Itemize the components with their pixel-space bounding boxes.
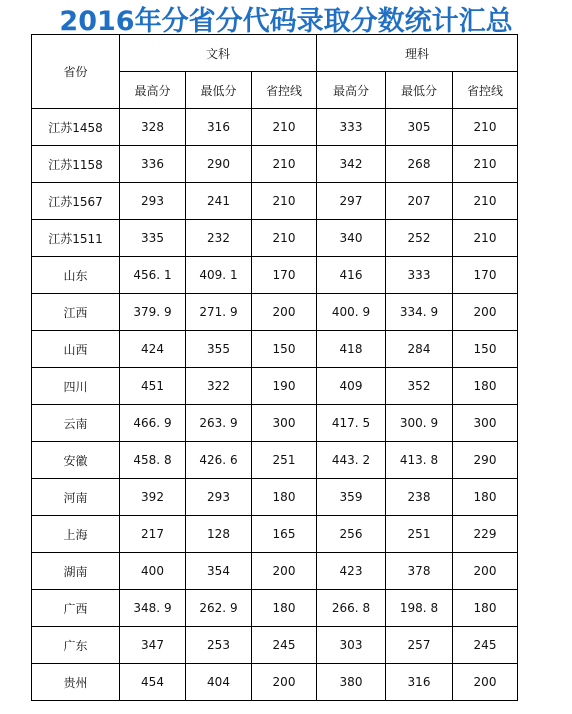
table-row xyxy=(32,590,518,627)
cell-lk-line: 210 xyxy=(453,220,518,257)
cell-province: 湖南 xyxy=(32,553,120,590)
cell-wk-max: 392 xyxy=(120,479,186,516)
table-row xyxy=(32,627,518,664)
header-lk-min: 最低分 xyxy=(386,72,453,109)
cell-province: 河南 xyxy=(32,479,120,516)
cell-lk-min: 198. 8 xyxy=(386,590,453,627)
cell-lk-line: 210 xyxy=(453,146,518,183)
cell-wk-min: 290 xyxy=(186,146,252,183)
cell-wk-line: 245 xyxy=(252,627,317,664)
cell-wk-min: 293 xyxy=(186,479,252,516)
table-row xyxy=(32,442,518,479)
cell-wk-min: 128 xyxy=(186,516,252,553)
cell-lk-min: 305 xyxy=(386,109,453,146)
cell-wk-max: 466. 9 xyxy=(120,405,186,442)
cell-wk-max: 451 xyxy=(120,368,186,405)
cell-lk-max: 297 xyxy=(317,183,386,220)
table-row xyxy=(32,294,518,331)
cell-wk-min: 232 xyxy=(186,220,252,257)
cell-wk-min: 253 xyxy=(186,627,252,664)
cell-province: 江苏1511 xyxy=(32,220,120,257)
cell-province: 四川 xyxy=(32,368,120,405)
cell-lk-line: 180 xyxy=(453,479,518,516)
cell-lk-min: 378 xyxy=(386,553,453,590)
cell-province: 广东 xyxy=(32,627,120,664)
cell-wk-line: 180 xyxy=(252,590,317,627)
cell-lk-max: 342 xyxy=(317,146,386,183)
cell-lk-min: 284 xyxy=(386,331,453,368)
cell-lk-line: 180 xyxy=(453,590,518,627)
cell-lk-line: 200 xyxy=(453,553,518,590)
cell-lk-max: 340 xyxy=(317,220,386,257)
score-table xyxy=(31,34,518,701)
cell-wk-max: 458. 8 xyxy=(120,442,186,479)
cell-wk-line: 210 xyxy=(252,146,317,183)
cell-wk-line: 150 xyxy=(252,331,317,368)
cell-lk-max: 333 xyxy=(317,109,386,146)
cell-lk-max: 409 xyxy=(317,368,386,405)
cell-wk-line: 200 xyxy=(252,664,317,701)
cell-lk-max: 400. 9 xyxy=(317,294,386,331)
cell-lk-min: 334. 9 xyxy=(386,294,453,331)
cell-province: 云南 xyxy=(32,405,120,442)
cell-lk-line: 229 xyxy=(453,516,518,553)
cell-wk-line: 170 xyxy=(252,257,317,294)
header-science: 理科 xyxy=(317,35,518,72)
cell-wk-min: 426. 6 xyxy=(186,442,252,479)
cell-province: 山东 xyxy=(32,257,120,294)
cell-lk-min: 238 xyxy=(386,479,453,516)
header-province: 省份 xyxy=(32,35,120,109)
cell-lk-max: 359 xyxy=(317,479,386,516)
cell-lk-min: 352 xyxy=(386,368,453,405)
cell-lk-max: 416 xyxy=(317,257,386,294)
header-lk-max: 最高分 xyxy=(317,72,386,109)
header-wk-line: 省控线 xyxy=(252,72,317,109)
cell-wk-min: 404 xyxy=(186,664,252,701)
cell-wk-min: 409. 1 xyxy=(186,257,252,294)
table-row xyxy=(32,146,518,183)
cell-lk-max: 417. 5 xyxy=(317,405,386,442)
cell-wk-max: 347 xyxy=(120,627,186,664)
cell-wk-line: 165 xyxy=(252,516,317,553)
cell-wk-max: 454 xyxy=(120,664,186,701)
table-row xyxy=(32,331,518,368)
cell-lk-min: 333 xyxy=(386,257,453,294)
cell-lk-max: 266. 8 xyxy=(317,590,386,627)
cell-wk-line: 200 xyxy=(252,553,317,590)
cell-province: 上海 xyxy=(32,516,120,553)
cell-province: 江苏1567 xyxy=(32,183,120,220)
table-row xyxy=(32,368,518,405)
cell-lk-min: 268 xyxy=(386,146,453,183)
cell-lk-max: 443. 2 xyxy=(317,442,386,479)
table-row xyxy=(32,553,518,590)
cell-lk-line: 245 xyxy=(453,627,518,664)
cell-wk-line: 210 xyxy=(252,183,317,220)
cell-lk-line: 180 xyxy=(453,368,518,405)
cell-lk-min: 300. 9 xyxy=(386,405,453,442)
cell-wk-max: 400 xyxy=(120,553,186,590)
table-row xyxy=(32,183,518,220)
cell-province: 贵州 xyxy=(32,664,120,701)
cell-lk-max: 423 xyxy=(317,553,386,590)
cell-province: 江苏1458 xyxy=(32,109,120,146)
cell-wk-max: 217 xyxy=(120,516,186,553)
cell-wk-line: 200 xyxy=(252,294,317,331)
table-row xyxy=(32,479,518,516)
table-row xyxy=(32,405,518,442)
cell-lk-line: 200 xyxy=(453,294,518,331)
cell-wk-max: 379. 9 xyxy=(120,294,186,331)
cell-wk-max: 328 xyxy=(120,109,186,146)
cell-wk-min: 241 xyxy=(186,183,252,220)
header-wk-min: 最低分 xyxy=(186,72,252,109)
cell-province: 山西 xyxy=(32,331,120,368)
cell-lk-line: 210 xyxy=(453,183,518,220)
table-header-row xyxy=(32,35,518,72)
cell-wk-min: 316 xyxy=(186,109,252,146)
header-wk-max: 最高分 xyxy=(120,72,186,109)
header-lk-line: 省控线 xyxy=(453,72,518,109)
cell-wk-max: 456. 1 xyxy=(120,257,186,294)
cell-lk-line: 300 xyxy=(453,405,518,442)
cell-lk-line: 210 xyxy=(453,109,518,146)
cell-wk-min: 262. 9 xyxy=(186,590,252,627)
cell-lk-line: 290 xyxy=(453,442,518,479)
table-row xyxy=(32,516,518,553)
cell-wk-line: 180 xyxy=(252,479,317,516)
table-row xyxy=(32,664,518,701)
cell-province: 安徽 xyxy=(32,442,120,479)
cell-province: 广西 xyxy=(32,590,120,627)
cell-wk-line: 210 xyxy=(252,109,317,146)
cell-wk-line: 300 xyxy=(252,405,317,442)
cell-wk-max: 424 xyxy=(120,331,186,368)
table-row xyxy=(32,109,518,146)
cell-lk-max: 303 xyxy=(317,627,386,664)
cell-province: 江苏1158 xyxy=(32,146,120,183)
cell-lk-min: 252 xyxy=(386,220,453,257)
cell-wk-line: 190 xyxy=(252,368,317,405)
cell-lk-line: 150 xyxy=(453,331,518,368)
cell-lk-min: 413. 8 xyxy=(386,442,453,479)
cell-lk-min: 207 xyxy=(386,183,453,220)
cell-wk-max: 335 xyxy=(120,220,186,257)
table-row xyxy=(32,257,518,294)
cell-lk-min: 257 xyxy=(386,627,453,664)
cell-lk-max: 418 xyxy=(317,331,386,368)
page-title: 2016年分省分代码录取分数统计汇总 xyxy=(59,6,513,37)
cell-wk-max: 348. 9 xyxy=(120,590,186,627)
cell-lk-min: 251 xyxy=(386,516,453,553)
score-table-body xyxy=(32,35,518,701)
cell-wk-min: 263. 9 xyxy=(186,405,252,442)
cell-wk-min: 271. 9 xyxy=(186,294,252,331)
cell-wk-line: 210 xyxy=(252,220,317,257)
cell-lk-line: 200 xyxy=(453,664,518,701)
cell-lk-min: 316 xyxy=(386,664,453,701)
cell-wk-min: 355 xyxy=(186,331,252,368)
cell-wk-line: 251 xyxy=(252,442,317,479)
header-liberal-arts: 文科 xyxy=(120,35,317,72)
table-row xyxy=(32,220,518,257)
cell-wk-max: 293 xyxy=(120,183,186,220)
cell-province: 江西 xyxy=(32,294,120,331)
cell-lk-max: 380 xyxy=(317,664,386,701)
cell-lk-max: 256 xyxy=(317,516,386,553)
cell-wk-min: 354 xyxy=(186,553,252,590)
cell-lk-line: 170 xyxy=(453,257,518,294)
cell-wk-max: 336 xyxy=(120,146,186,183)
cell-wk-min: 322 xyxy=(186,368,252,405)
